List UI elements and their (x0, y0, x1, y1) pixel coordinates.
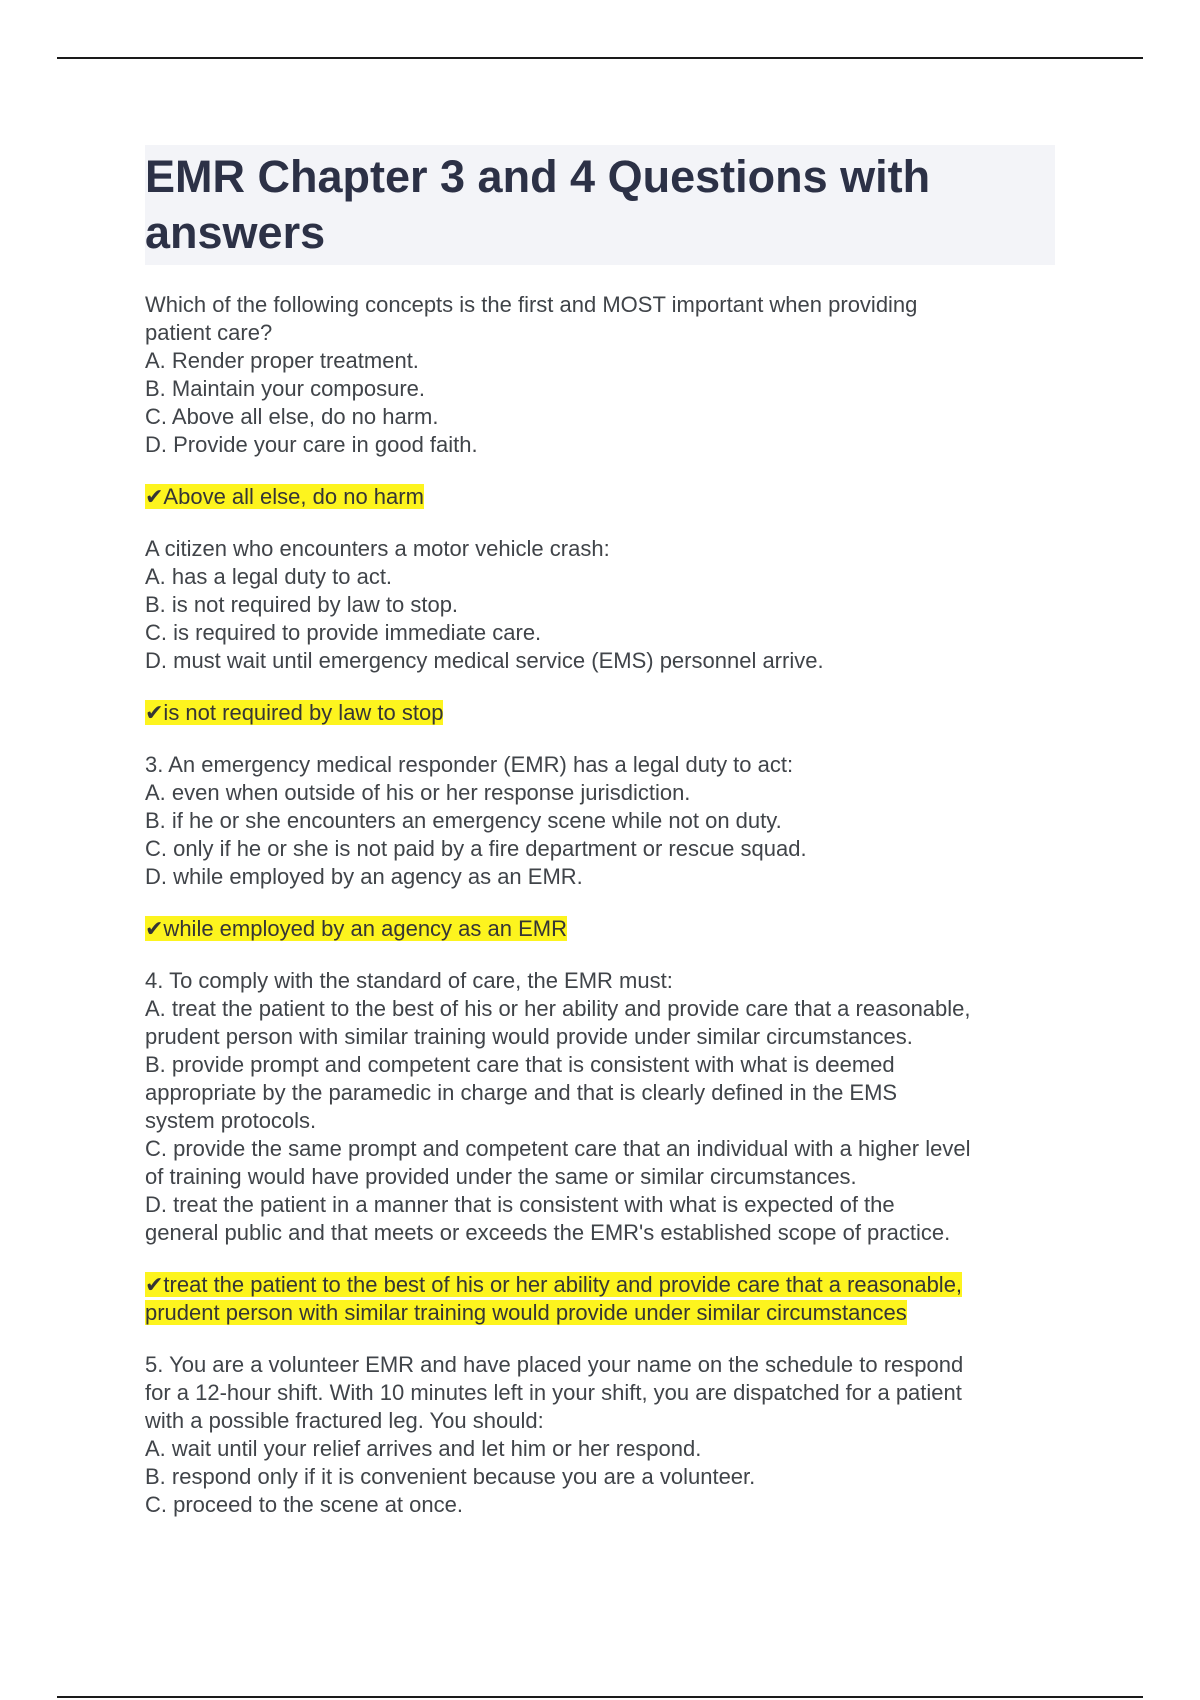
title-line: EMR Chapter 3 and 4 Questions with (145, 151, 931, 202)
title-box (145, 145, 1055, 265)
question-item (145, 967, 1055, 1327)
question-text (145, 291, 1055, 459)
title-line: answers (145, 207, 326, 258)
question-line: patient care? (145, 320, 273, 345)
question-item (145, 291, 1055, 511)
option-line: B. Maintain your composure. (145, 376, 426, 401)
questions-list (145, 291, 1055, 1519)
option-line: A. wait until your relief arrives and let him or her respond. (145, 1436, 702, 1461)
question-line: 5. You are a volunteer EMR and have placed your name on the schedule to respond (145, 1352, 964, 1377)
option-line: of training would have provided under the same or similar circumstances. (145, 1164, 857, 1189)
option-line: A. has a legal duty to act. (145, 564, 393, 589)
option-line: C. is required to provide immediate care. (145, 620, 542, 645)
option-line: A. even when outside of his or her response jurisdiction. (145, 780, 691, 805)
option-line: prudent person with similar training would provide under similar circumstances. (145, 1024, 913, 1049)
answer-line: ✔treat the patient to the best of his or her ability and provide care that a reasonable, (145, 1272, 963, 1297)
option-line: A. Render proper treatment. (145, 348, 419, 373)
option-line: B. is not required by law to stop. (145, 592, 459, 617)
option-line: C. Above all else, do no harm. (145, 404, 439, 429)
question-line: A citizen who encounters a motor vehicle crash: (145, 536, 610, 561)
option-line: D. must wait until emergency medical service (EMS) personnel arrive. (145, 648, 824, 673)
question-line: for a 12-hour shift. With 10 minutes left in your shift, you are dispatched for a patient (145, 1380, 962, 1405)
option-line: B. if he or she encounters an emergency scene while not on duty. (145, 808, 782, 833)
question-line: 3. An emergency medical responder (EMR) has a legal duty to act: (145, 752, 794, 777)
option-line: system protocols. (145, 1108, 317, 1133)
answer-highlight (145, 483, 1055, 511)
page-content (145, 145, 1055, 1519)
answer-highlight (145, 1271, 1055, 1327)
answer-line: ✔is not required by law to stop (145, 700, 444, 725)
question-item (145, 535, 1055, 727)
question-item (145, 751, 1055, 943)
question-text (145, 535, 1055, 675)
document-title (145, 149, 1055, 261)
question-line: 4. To comply with the standard of care, the EMR must: (145, 968, 673, 993)
question-text (145, 1351, 1055, 1519)
answer-line: ✔while employed by an agency as an EMR (145, 916, 567, 941)
answer-highlight (145, 699, 1055, 727)
question-line: Which of the following concepts is the first and MOST important when providing (145, 292, 918, 317)
option-line: C. proceed to the scene at once. (145, 1492, 463, 1517)
option-line: C. only if he or she is not paid by a fire department or rescue squad. (145, 836, 807, 861)
question-text (145, 751, 1055, 891)
option-line: D. Provide your care in good faith. (145, 432, 478, 457)
option-line: A. treat the patient to the best of his or her ability and provide care that a reasonable, (145, 996, 971, 1021)
option-line: general public and that meets or exceeds the EMR's established scope of practice. (145, 1220, 951, 1245)
option-line: D. while employed by an agency as an EMR. (145, 864, 583, 889)
option-line: appropriate by the paramedic in charge and that is clearly defined in the EMS (145, 1080, 898, 1105)
bottom-rule (57, 1696, 1143, 1698)
top-rule (57, 57, 1143, 59)
answer-line: ✔Above all else, do no harm (145, 484, 424, 509)
option-line: B. respond only if it is convenient because you are a volunteer. (145, 1464, 756, 1489)
option-line: C. provide the same prompt and competent care that an individual with a higher level (145, 1136, 971, 1161)
question-text (145, 967, 1055, 1247)
option-line: D. treat the patient in a manner that is consistent with what is expected of the (145, 1192, 895, 1217)
question-item (145, 1351, 1055, 1519)
question-line: with a possible fractured leg. You should: (145, 1408, 544, 1433)
answer-highlight (145, 915, 1055, 943)
option-line: B. provide prompt and competent care that is consistent with what is deemed (145, 1052, 895, 1077)
answer-line: prudent person with similar training would provide under similar circumstances (145, 1300, 907, 1325)
